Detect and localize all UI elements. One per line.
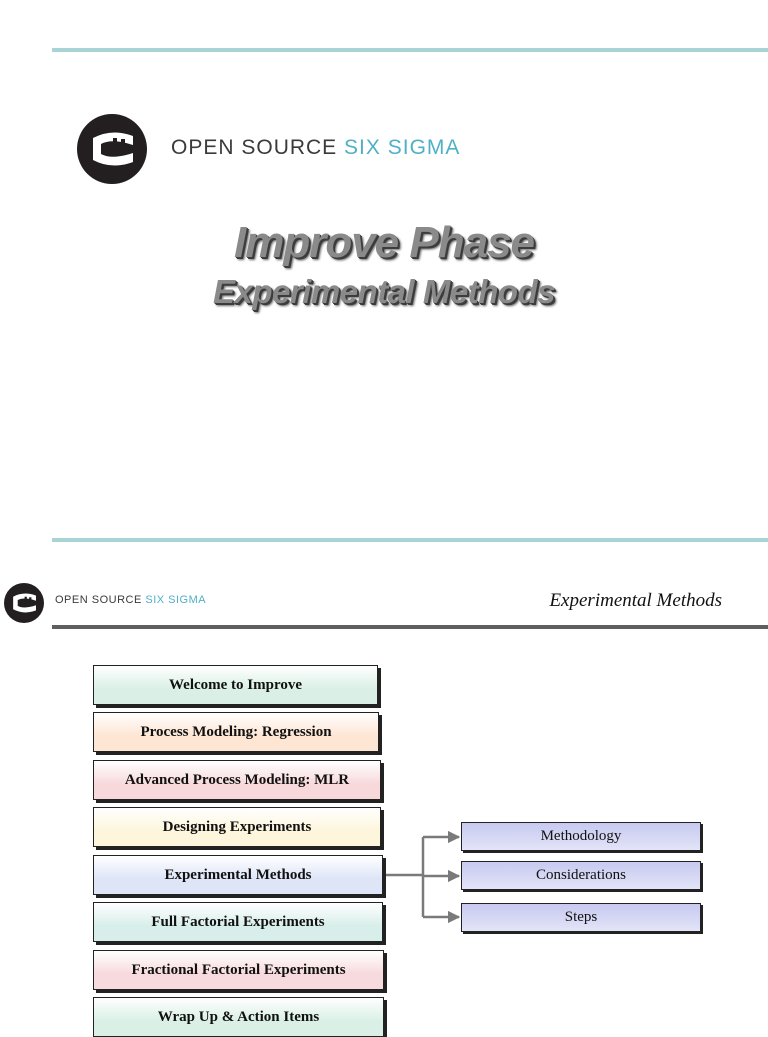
module-label: Process Modeling: Regression (140, 723, 332, 740)
bottom-divider (52, 538, 768, 542)
open-source-six-sigma-logo-icon (4, 583, 44, 623)
subtopic-label: Steps (564, 909, 598, 925)
module-label: Fractional Factorial Experiments (131, 961, 346, 978)
slide-title: Improve Phase (233, 218, 535, 267)
module-designing-experiments (93, 807, 381, 847)
brand-name-accent: SIX SIGMA (145, 594, 207, 606)
module-experimental-methods (93, 855, 383, 895)
module-wrap-up-action-items (93, 997, 384, 1037)
header-divider (52, 625, 768, 629)
module-label: Welcome to Improve (168, 676, 303, 693)
module-advanced-process-modeling-mlr (93, 760, 381, 800)
brand-name-accent: SIX SIGMA (344, 136, 461, 159)
module-label: Full Factorial Experiments (151, 913, 325, 930)
arrow-lines (384, 837, 459, 917)
brand-name-dark: OPEN SOURCE (55, 594, 142, 606)
module-label: Advanced Process Modeling: MLR (124, 771, 350, 788)
module-fractional-factorial-experiments (93, 950, 384, 990)
module-label: Wrap Up & Action Items (157, 1008, 320, 1025)
subtopic-methodology (461, 822, 701, 851)
subtopic-steps (461, 903, 701, 932)
open-source-six-sigma-logo-icon (77, 114, 147, 184)
brand-name (171, 136, 460, 160)
subtopic-label: Considerations (536, 867, 626, 883)
module-process-modeling-regression (93, 712, 379, 752)
subtopic-considerations (461, 861, 701, 890)
module-welcome-to-improve (93, 665, 378, 705)
subtopic-label: Methodology (540, 828, 622, 844)
top-divider (52, 48, 768, 52)
module-label: Experimental Methods (164, 866, 312, 883)
module-full-factorial-experiments (93, 902, 383, 942)
brand-name-small (55, 594, 206, 606)
module-label: Designing Experiments (162, 818, 312, 835)
slide-subtitle: Experimental Methods (212, 273, 556, 310)
section-header-title: Experimental Methods (549, 590, 722, 611)
brand-name-dark: OPEN SOURCE (171, 136, 338, 159)
